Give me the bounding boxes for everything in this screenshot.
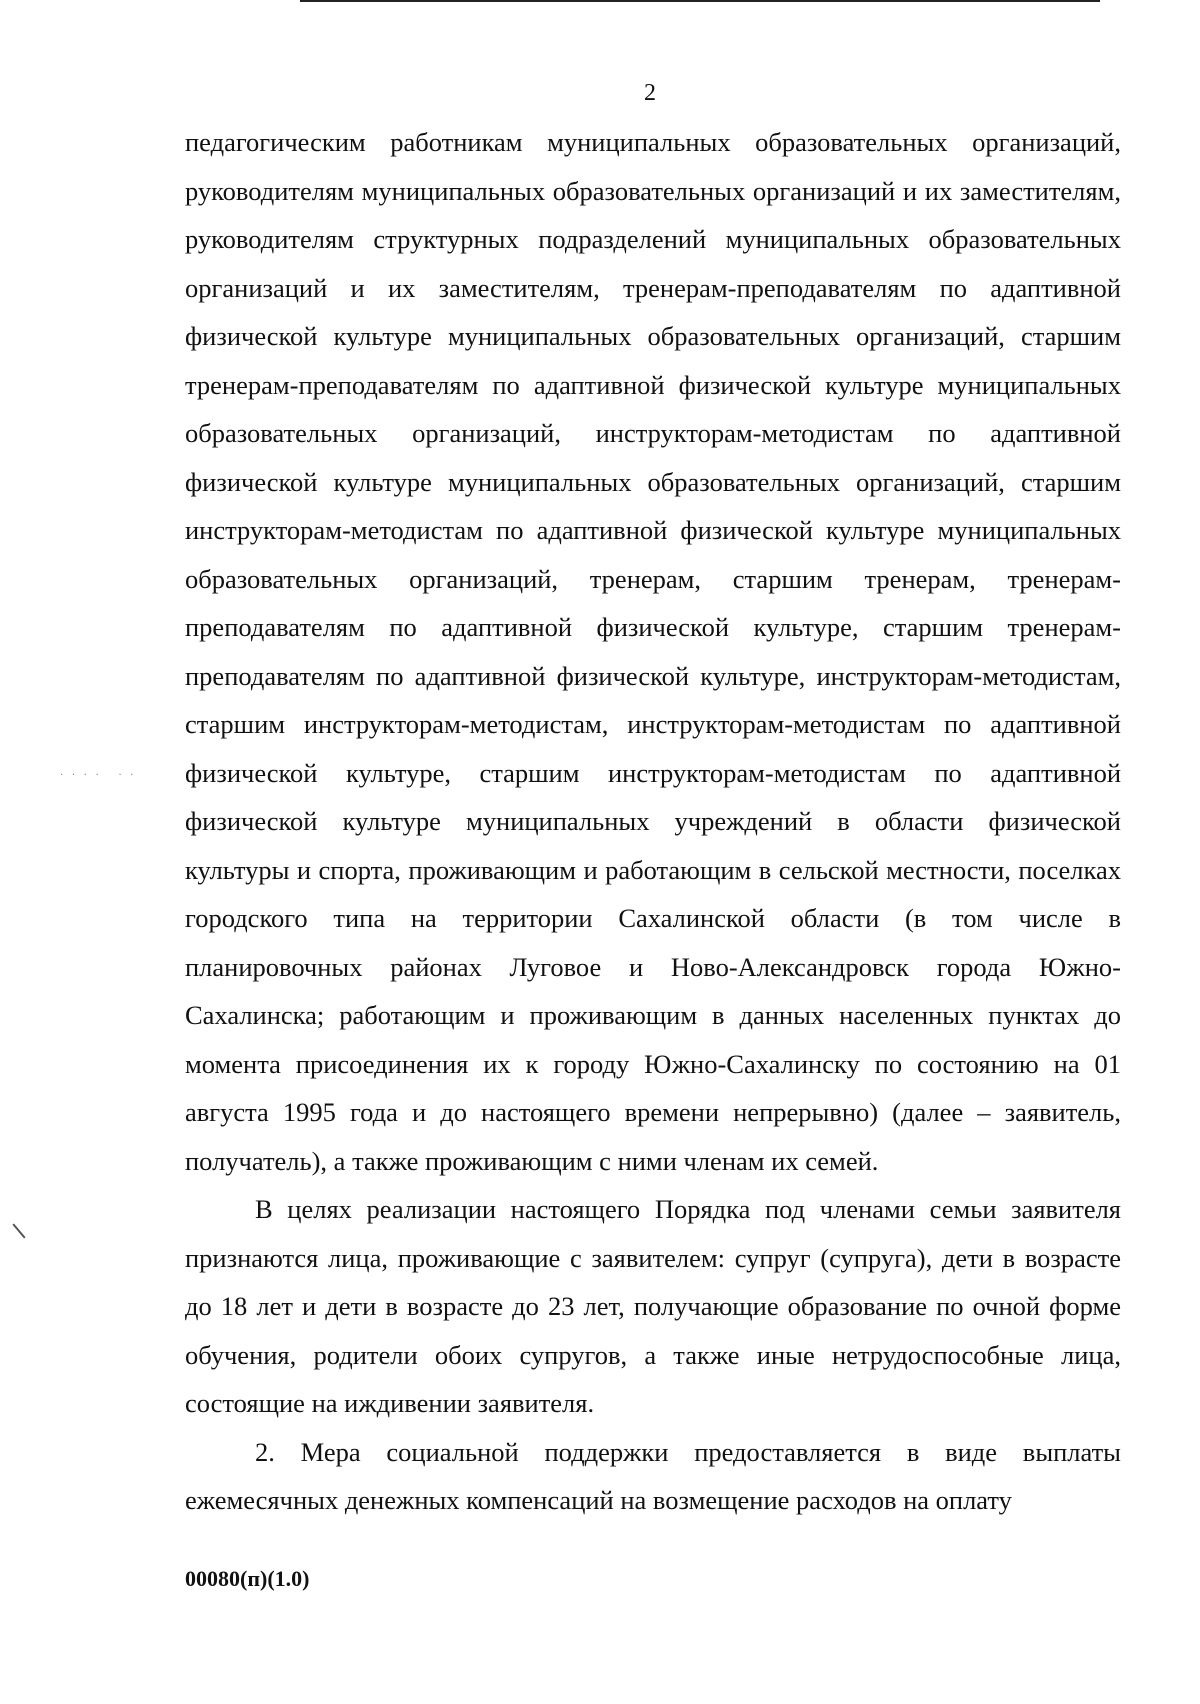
document-footer-code: 00080(п)(1.0): [185, 1566, 310, 1591]
scan-specks: · · · · · ·: [60, 770, 137, 781]
document-body: [185, 118, 1121, 1525]
top-scan-edge-line: [300, 0, 1100, 2]
paragraph-continuation: педагогическим работникам муниципальных образовательных организаций, руководителям муниципальных образовательных организаций и их заместителям, руководителям структурных подразделений муниципальных образовательных организаций и их заместителям, тренерам-преподавателям по адаптивной физической культуре муниципальных образовательных организаций, старшим тренерам-преподавателям по адаптивной физической культуре муниципальных образовательных организаций, инструкторам-методистам по адаптивной физической культуре муниципальных образовательных организаций, старшим инструкторам-методистам по адаптивной физической культуре муниципальных образовательных организаций, тренерам, старшим тренерам, тренерам-преподавателям по адаптивной физической культуре, старшим тренерам-преподавателям по адаптивной физической культуре, инструкторам-методистам, старшим инструкторам-методистам, инструкторам-методистам по адаптивной физической культуре, старшим инструкторам-методистам по адаптивной физической культуре муниципальных учреждений в области физической культуры и спорта, проживающим и работающим в сельской местности, поселках городского типа на территории Сахалинской области (в том числе в планировочных районах Луговое и Ново-Александровск города Южно-Сахалинска; работающим и проживающим в данных населенных пунктах до момента присоединения их к городу Южно-Сахалинску по состоянию на 01 августа 1995 года и до настоящего времени непрерывно) (далее – заявитель, получатель), а также проживающим с ними членам их семей.: [185, 127, 1121, 1176]
paragraph-item-2: 2. Мера социальной поддержки предоставляется в виде выплаты ежемесячных денежных компенсаций на возмещение расходов на оплату: [185, 1436, 1121, 1515]
page-number: 2: [644, 80, 656, 106]
scan-mark: [12, 1223, 25, 1238]
paragraph-family-members: В целях реализации настоящего Порядка под членами семьи заявителя признаются лица, проживающие с заявителем: супруг (супруга), дети в возрасте до 18 лет и дети в возрасте до 23 лет, получающие образование по очной форме обучения, родители обоих супругов, а также иные нетрудоспособные лица, состоящие на иждивении заявителя.: [185, 1194, 1121, 1418]
